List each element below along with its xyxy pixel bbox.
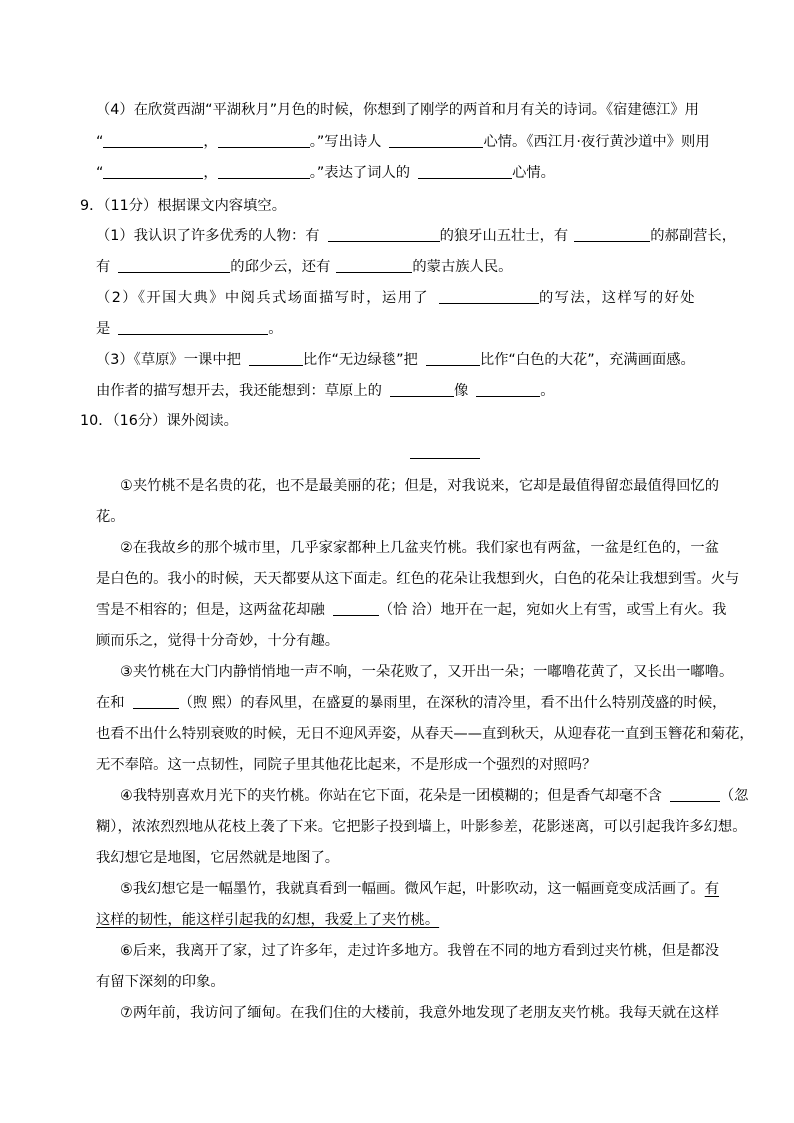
q10-header (80, 411, 238, 431)
comma: ， (203, 134, 218, 150)
text: （恰 洽）地开在一起，宛如火上有雪，或雪上有火。我 (378, 602, 727, 618)
text: （煦 熙）的春风里，在盛夏的暴雨里，在深秋的清冷里，看不出什么特别茂盛的时候， (178, 695, 727, 711)
question-title: 10．（16分）课外阅读。 (80, 413, 238, 429)
passage-para6-line1 (120, 941, 719, 961)
answer-blank[interactable] (218, 164, 310, 179)
passage-para2-line1 (120, 538, 719, 558)
text: ⑥后来，我离开了家，过了许多年，走过许多地方。我曾在不同的地方看到过夹竹桃，但是都没 (120, 943, 719, 959)
quote-open: “ (96, 134, 104, 150)
passage-para3-line3 (96, 724, 754, 744)
text: ⑤我幻想它是一幅墨竹，我就真看到一幅画。微风乍起，叶影吹动，这一幅画竟变成活画了。 (120, 881, 705, 897)
answer-blank[interactable] (103, 133, 203, 148)
q9-p3-line2 (96, 381, 555, 401)
quote-close-text: 。”表达了词人的 (309, 165, 411, 181)
text: 比作“白色的大花”，充满画面感。 (479, 352, 695, 368)
q8-part4-text: （4）在欣赏西湖“平湖秋月”月色的时候，你想到了刚学的两首和月有关的诗词。《宿建德江》用 (96, 102, 699, 118)
answer-blank[interactable] (118, 258, 230, 273)
text: ③夹竹桃在大门内静悄悄地一声不响，一朵花败了，又开出一朵；一嘟噜花黄了，又长出一嘟噜。 (120, 664, 734, 680)
q9-p3-line1 (96, 350, 695, 370)
text: 的邱少云，还有 (230, 259, 331, 275)
q8-part4-line3 (96, 163, 555, 183)
text: 花。 (96, 509, 125, 525)
text: 的狼牙山五壮士，有 (439, 228, 569, 244)
answer-blank[interactable] (476, 382, 540, 397)
passage-para5-line2 (96, 910, 439, 930)
underlined-sentence: 有 (704, 881, 719, 897)
passage-para7-line1 (120, 1003, 719, 1023)
answer-blank[interactable] (574, 227, 650, 242)
text: ④我特别喜欢月光下的夹竹桃。你站在它下面，花朵是一团模糊的；但是香气却毫不含 (120, 788, 662, 804)
text: 也看不出什么特别衰败的时候，无日不迎风弄姿，从春天——直到秋天，从迎春花一直到玉簪花和菊花， (96, 726, 754, 742)
passage-para2-line2 (96, 569, 739, 589)
answer-blank[interactable] (336, 258, 412, 273)
text: 是白色的。我小的时候，天天都要从这下面走。红色的花朵让我想到火，白色的花朵让我想到雪。火与 (96, 571, 740, 587)
question-title: 9．（11分）根据课文内容填空。 (80, 198, 286, 214)
q9-p1-line1 (96, 226, 736, 246)
text: 。 (540, 383, 555, 399)
answer-blank[interactable] (333, 601, 379, 616)
text: 在和 (96, 695, 125, 711)
line-end-text: 心情。 (512, 165, 555, 181)
passage-para4-line2 (96, 817, 747, 837)
text: 是 (96, 321, 111, 337)
q9-p1-line2 (96, 257, 512, 277)
text: 像 (453, 383, 469, 399)
passage-title-blank[interactable] (410, 458, 480, 459)
passage-para1-line2 (96, 507, 125, 527)
answer-blank[interactable] (426, 351, 480, 366)
text: 糊），浓浓烈烈地从花枝上袭了下来。它把影子投到墙上，叶影参差，花影迷离，可以引起我许多幻想。 (96, 819, 747, 835)
quote-close-text: 。”写出诗人 (309, 134, 382, 150)
answer-blank[interactable] (328, 227, 440, 242)
text: 比作“无边绿毯”把 (302, 352, 418, 368)
passage-para3-line4 (96, 755, 596, 775)
answer-blank[interactable] (249, 351, 303, 366)
text: 顾而乐之，觉得十分奇妙，十分有趣。 (96, 633, 340, 649)
q9-p2-line1 (96, 288, 696, 308)
answer-blank[interactable] (103, 164, 203, 179)
text: 无不奉陪。这一点韧性，同院子里其他花比起来，不是形成一个强烈的对照吗？ (96, 757, 597, 773)
answer-blank[interactable] (670, 787, 720, 802)
text: 有留下深刻的印象。 (96, 974, 225, 990)
text: 的写法，这样写的好处 (538, 290, 696, 306)
line-end-text: 心情。《西江月·夜行黄沙道中》则用 (483, 134, 710, 150)
q8-part4-line1 (96, 100, 699, 120)
text: ⑦两年前，我访问了缅甸。在我们住的大楼前，我意外地发现了老朋友夹竹桃。我每天就在这样 (120, 1005, 719, 1021)
answer-blank[interactable] (418, 164, 512, 179)
text: ②在我故乡的那个城市里，几乎家家都种上几盆夹竹桃。我们家也有两盆，一盆是红色的，一盆 (120, 540, 719, 556)
underlined-sentence: 这样的韧性，能这样引起我的幻想，我爱上了夹竹桃。 (96, 912, 440, 928)
text: 。 (268, 321, 283, 337)
text: （3）《草原》一课中把 (96, 352, 241, 368)
passage-para2-line4 (96, 631, 339, 651)
passage-para1-line1 (120, 476, 719, 496)
passage-para3-line1 (120, 662, 733, 682)
answer-blank[interactable] (133, 694, 179, 709)
text: 的郝副营长， (650, 228, 737, 244)
text: ①夹竹桃不是名贵的花，也不是最美丽的花；但是，对我说来，它却是最值得留恋最值得回忆的 (120, 478, 719, 494)
passage-para4-line1 (120, 786, 748, 806)
text: 我幻想它是地图，它居然就是地图了。 (96, 850, 340, 866)
text: （1）我认识了许多优秀的人物：有 (96, 228, 320, 244)
passage-para4-line3 (96, 848, 339, 868)
q9-p2-line2 (96, 319, 283, 339)
passage-para2-line3 (96, 600, 726, 620)
answer-blank[interactable] (439, 289, 539, 304)
answer-blank[interactable] (218, 133, 310, 148)
text: （2）《开国大典》中阅兵式场面描写时，运用了 (96, 290, 429, 306)
comma: ， (203, 165, 218, 181)
text: 由作者的描写想开去，我还能想到：草原上的 (96, 383, 382, 399)
q8-part4-line2 (96, 132, 710, 152)
text: （忽 (719, 788, 749, 804)
passage-para6-line2 (96, 972, 225, 992)
quote-open: “ (96, 165, 104, 181)
answer-blank[interactable] (390, 382, 454, 397)
text: 有 (96, 259, 111, 275)
text: 的蒙古族人民。 (412, 259, 513, 275)
text: 雪是不相容的；但是，这两盆花却融 (96, 602, 325, 618)
passage-para5-line1 (120, 879, 719, 899)
passage-para3-line2 (96, 693, 726, 713)
q9-header (80, 196, 286, 216)
answer-blank[interactable] (389, 133, 483, 148)
answer-blank[interactable] (118, 320, 268, 335)
